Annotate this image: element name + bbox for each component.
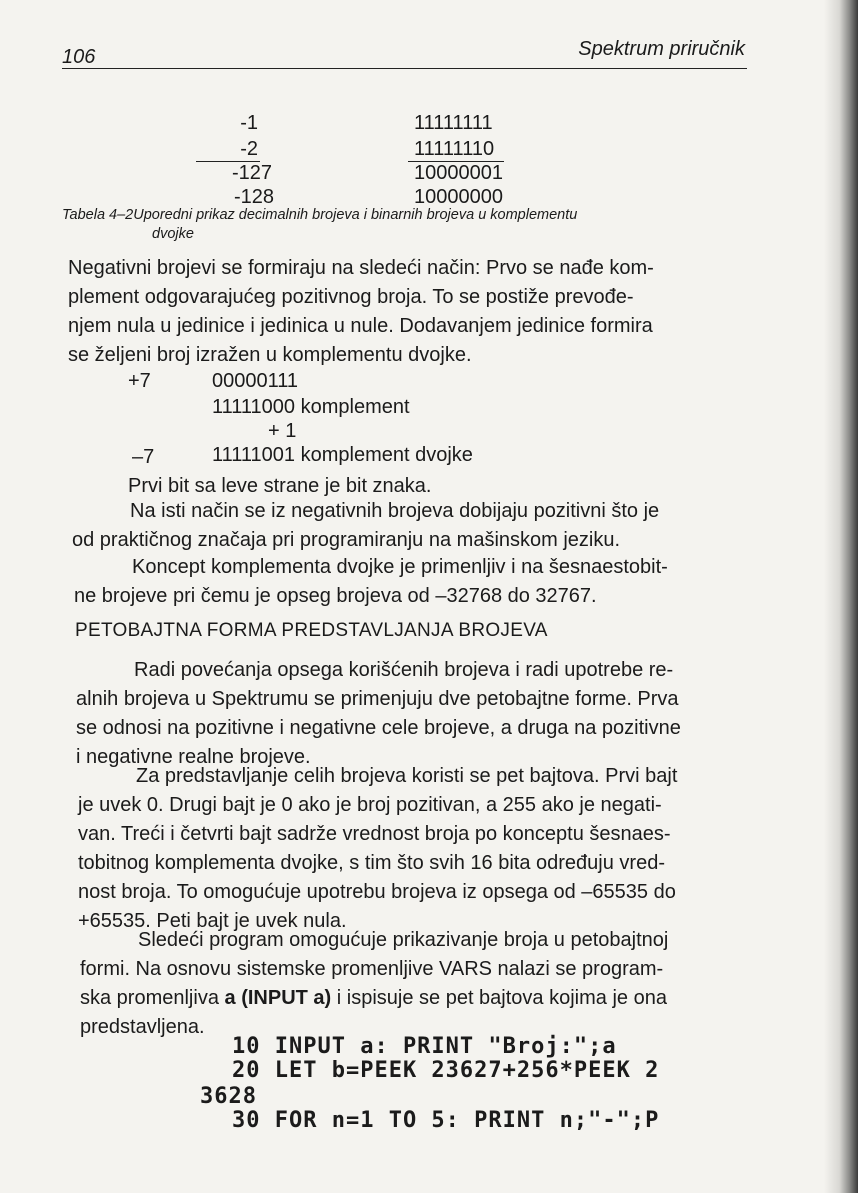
paragraph-integer-form — [78, 762, 768, 936]
text-line: Sledeći program omogućuje prikazivanje broja u petobajtnoj — [138, 929, 669, 951]
paragraph-program-intro — [80, 926, 764, 1042]
text-line: +65535. Peti bajt je uvek nula. — [78, 910, 347, 932]
code-line: 30 FOR n=1 TO 5: PRINT n;"-";P — [232, 1108, 660, 1133]
paragraph-positive — [72, 497, 762, 555]
table-decimal-cell: -2 — [240, 138, 258, 160]
text-line: Koncept komplementa dvojke je primenljiv i na šesnaestobit- — [132, 556, 668, 578]
text-line: je uvek 0. Drugi bajt je 0 ako je broj pozitivan, a 255 ako je negati- — [78, 794, 662, 816]
text-line: od praktičnog značaja pri programiranju na mašinskom jeziku. — [72, 529, 621, 551]
text-line: i negativne realne brojeve. — [76, 746, 311, 768]
table-binary-cell: 11111111 — [414, 112, 493, 134]
text-line: predstavljena. — [80, 1016, 205, 1038]
text-line: Radi povećanja opsega korišćenih brojeva i radi upotrebe re- — [134, 659, 674, 681]
table-binary-cell: 10000001 — [414, 162, 503, 184]
text-line: van. Treći i četvrti bajt sadrže vrednost broja po konceptu šesnaes- — [78, 823, 671, 845]
example-label: +7 — [128, 370, 151, 392]
text-line: formi. Na osnovu sistemske promenljive VARS nalazi se program- — [80, 958, 664, 980]
bold-term: a (INPUT a) — [224, 987, 332, 1009]
text-line: tobitnog komplementa dvojke, s tim što svih 16 bita određuju vred- — [78, 852, 665, 874]
example-value: 11111000 komplement — [212, 396, 410, 418]
paragraph-negative-numbers — [68, 254, 758, 370]
section-heading: PETOBAJTNA FORMA PREDSTAVLJANJA BROJEVA — [75, 620, 548, 641]
text-line: ska promenljiva a (INPUT a) i ispisuje se pet bajtova kojima je ona — [80, 987, 667, 1009]
table-decimal-cell: -128 — [233, 186, 274, 208]
page-number: 106 — [62, 46, 96, 68]
table-decimal-cell: -127 — [231, 162, 272, 184]
example-label: –7 — [132, 446, 155, 468]
text-line: njem nula u jedinice i jedinica u nule. Dodavanjem jedinice formira — [68, 315, 653, 337]
text-line: plement odgovarajućeg pozitivnog broja. To se postiže prevođe- — [68, 286, 634, 308]
example-value: + 1 — [268, 420, 297, 442]
table-binary-cell: 10000000 — [414, 186, 503, 208]
paragraph-16bit — [74, 553, 764, 611]
table-decimal-cell: -1 — [240, 112, 258, 134]
text-line: se odnosi na pozitivne i negativne cele brojeve, a druga na pozitivne — [76, 717, 681, 739]
text-line: Negativni brojevi se formiraju na sledeći način: Prvo se nađe kom- — [68, 257, 654, 279]
table-binary-cell: 11111110 — [414, 138, 495, 160]
example-value: 00000111 — [212, 370, 299, 392]
code-line: 3628 — [200, 1084, 257, 1109]
paragraph-five-byte — [76, 656, 766, 772]
page-binding-edge — [824, 0, 858, 1193]
code-line: 10 INPUT a: PRINT "Broj:";a — [232, 1034, 617, 1059]
page-header — [62, 38, 747, 68]
code-line: 20 LET b=PEEK 23627+256*PEEK 2 — [232, 1058, 660, 1083]
example-value: 11111001 komplement dvojke — [212, 444, 473, 466]
text-line: Za predstavljanje celih brojeva koristi se pet bajtova. Prvi bajt — [136, 765, 678, 787]
text-line: nost broja. To omogućuje upotrebu brojeva iz opsega od –65535 do — [78, 881, 676, 903]
text-line: alnih brojeva u Spektrumu se primenjuju dve petobajtne forme. Prva — [76, 688, 679, 710]
caption-line: dvojke — [152, 226, 194, 242]
running-title: Spektrum priručnik — [578, 38, 745, 60]
text-line: Na isti način se iz negativnih brojeva dobijaju pozitivni što je — [130, 500, 660, 522]
table-caption — [62, 206, 762, 244]
header-rule — [62, 68, 747, 69]
text-line: Prvi bit sa leve strane je bit znaka. — [128, 475, 432, 497]
caption-line: Tabela 4–2Uporedni prikaz decimalnih brojeva i binarnih brojeva u komplementu — [62, 207, 578, 223]
text-line: ne brojeve pri čemu je opseg brojeva od –32768 do 32767. — [74, 585, 597, 607]
text-line: se željeni broj izražen u komplementu dvojke. — [68, 344, 472, 366]
